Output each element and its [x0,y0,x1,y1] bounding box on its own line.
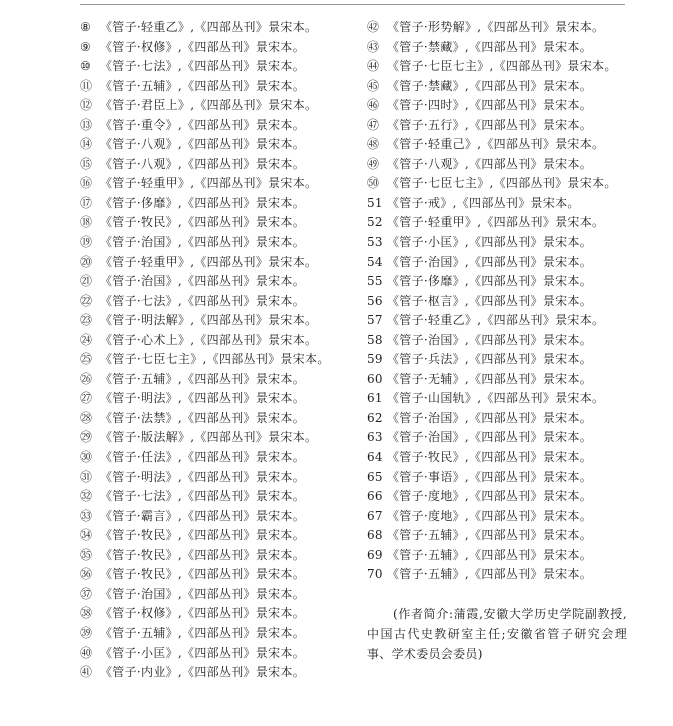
footnote-item [80,194,365,214]
footnote-item [367,194,657,214]
footnote-number: 59 [367,352,383,367]
footnote-item [367,116,657,136]
footnote-text: 《管子·霸言》,《四部丛刊》景宋本。 [100,508,306,523]
footnote-text: 《管子·五行》,《四部丛刊》景宋本。 [387,117,593,132]
footnote-item [80,585,365,605]
footnote-text: 《管子·禁藏》,《四部丛刊》景宋本。 [387,39,593,54]
footnote-number: 60 [367,371,383,386]
footnote-number: ㉖ [80,371,93,386]
footnote-text: 《管子·度地》,《四部丛刊》景宋本。 [387,489,593,504]
footnote-text: 《管子·权修》,《四部丛刊》景宋本。 [100,606,306,621]
footnote-number: ⑰ [80,195,93,210]
footnote-text: 《管子·治国》,《四部丛刊》景宋本。 [387,332,593,347]
footnotes-left-column [80,18,365,683]
footnote-item [80,18,365,38]
footnote-number: ⑱ [80,215,93,230]
footnote-item [367,526,657,546]
footnote-item [80,272,365,292]
footnote-text: 《管子·明法》,《四部丛刊》景宋本。 [100,391,306,406]
footnote-number: ㉑ [80,274,93,289]
footnote-item [367,38,657,58]
footnote-number: ㊾ [367,156,380,171]
footnote-number: 54 [367,254,383,269]
footnote-item [80,213,365,233]
footnote-text: 《管子·七法》,《四部丛刊》景宋本。 [100,293,306,308]
footnote-item [80,77,365,97]
footnote-text: 《管子·小匡》,《四部丛刊》景宋本。 [387,235,593,250]
footnote-number: ㊶ [80,665,93,680]
footnote-text: 《管子·君臣上》,《四部丛刊》景宋本。 [100,98,318,113]
footnote-text: 《管子·七法》,《四部丛刊》景宋本。 [100,489,306,504]
footnote-text: 《管子·兵法》,《四部丛刊》景宋本。 [387,352,593,367]
footnote-item [80,487,365,507]
footnote-number: ㉚ [80,450,93,465]
footnote-number: ㉙ [80,430,93,445]
footnote-text: 《管子·牧民》,《四部丛刊》景宋本。 [100,567,306,582]
footnote-text: 《管子·治国》,《四部丛刊》景宋本。 [100,586,306,601]
footnote-item [367,174,657,194]
footnote-item [367,350,657,370]
footnote-number: ㉜ [80,489,93,504]
footnote-text: 《管子·轻重甲》,《四部丛刊》景宋本。 [100,176,318,191]
footnote-item [367,311,657,331]
footnote-number: 63 [367,430,383,445]
footnote-item [367,428,657,448]
footnote-item [80,624,365,644]
footnote-item [367,448,657,468]
footnote-text: 《管子·侈靡》,《四部丛刊》景宋本。 [387,274,593,289]
footnote-item [80,292,365,312]
footnote-text: 《管子·五辅》,《四部丛刊》景宋本。 [387,567,593,582]
footnote-number: ㊱ [80,567,93,582]
footnote-number: ㊽ [367,137,380,152]
footnote-number: ㊻ [367,98,380,113]
footnote-number: 52 [367,215,383,230]
footnote-item [80,507,365,527]
footnote-text: 《管子·牧民》,《四部丛刊》景宋本。 [100,215,306,230]
footnote-number: ㉞ [80,528,93,543]
footnote-number: ㊼ [367,117,380,132]
footnote-text: 《管子·心术上》,《四部丛刊》景宋本。 [100,332,318,347]
footnote-item [367,233,657,253]
footnote-item [80,389,365,409]
footnote-text: 《管子·七臣七主》,《四部丛刊》景宋本。 [100,352,330,367]
footnote-item [80,565,365,585]
footnote-number: ㊵ [80,645,93,660]
footnote-number: ㉗ [80,391,93,406]
footnote-text: 《管子·枢言》,《四部丛刊》景宋本。 [387,293,593,308]
footnote-number: 56 [367,293,383,308]
footnote-text: 《管子·戒》,《四部丛刊》景宋本。 [387,195,580,210]
footnote-item [367,135,657,155]
footnote-number: ㉕ [80,352,93,367]
footnote-number: 58 [367,332,383,347]
footnote-text: 《管子·明法解》,《四部丛刊》景宋本。 [100,313,318,328]
footnote-number: ⑬ [80,117,93,132]
footnote-text: 《管子·度地》,《四部丛刊》景宋本。 [387,508,593,523]
footnote-text: 《管子·五辅》,《四部丛刊》景宋本。 [387,528,593,543]
footnote-item [80,428,365,448]
footnote-text: 《管子·五辅》,《四部丛刊》景宋本。 [100,78,306,93]
footnote-text: 《管子·法禁》,《四部丛刊》景宋本。 [100,410,306,425]
footnote-number: ㊲ [80,586,93,601]
footnote-number: ⑨ [80,39,92,54]
footnote-text: 《管子·权修》,《四部丛刊》景宋本。 [100,39,306,54]
footnote-item [80,370,365,390]
footnote-text: 《管子·七臣七主》,《四部丛刊》景宋本。 [387,59,617,74]
footnote-text: 《管子·侈靡》,《四部丛刊》景宋本。 [100,195,306,210]
footnote-item [80,604,365,624]
footnote-text: 《管子·治国》,《四部丛刊》景宋本。 [100,274,306,289]
footnote-text: 《管子·五辅》,《四部丛刊》景宋本。 [387,547,593,562]
footnote-item [80,644,365,664]
footnotes-right-column [367,18,657,585]
footnote-item [80,38,365,58]
footnote-item [367,331,657,351]
footnote-number: ㊴ [80,625,93,640]
footnote-text: 《管子·任法》,《四部丛刊》景宋本。 [100,450,306,465]
footnote-number: ㉒ [80,293,93,308]
footnote-number: 70 [367,567,383,582]
footnote-item [367,409,657,429]
footnote-text: 《管子·牧民》,《四部丛刊》景宋本。 [100,547,306,562]
footnote-item [80,663,365,683]
footnote-number: ⑪ [80,78,93,93]
footnote-number: 62 [367,410,383,425]
footnote-number: ㊷ [367,20,380,34]
footnote-item [367,272,657,292]
footnote-number: ㊸ [367,39,380,54]
footnote-item [367,389,657,409]
footnote-number: ⑩ [80,59,92,74]
footnote-item [367,487,657,507]
footnote-text: 《管子·牧民》,《四部丛刊》景宋本。 [387,450,593,465]
footnote-item [367,468,657,488]
footnote-text: 《管子·形势解》,《四部丛刊》景宋本。 [387,20,605,34]
footnote-item [80,448,365,468]
footnote-text: 《管子·小匡》,《四部丛刊》景宋本。 [100,645,306,660]
footnote-item [367,253,657,273]
footnote-item [80,546,365,566]
footnote-item [367,155,657,175]
footnote-number: ㊳ [80,606,93,621]
footnote-text: 《管子·治国》,《四部丛刊》景宋本。 [387,254,593,269]
footnote-text: 《管子·无辅》,《四部丛刊》景宋本。 [387,371,593,386]
footnote-item [367,292,657,312]
footnote-text: 《管子·四时》,《四部丛刊》景宋本。 [387,98,593,113]
footnote-item [80,135,365,155]
footnote-text: 《管子·治国》,《四部丛刊》景宋本。 [387,430,593,445]
footnote-item [367,57,657,77]
footnote-item [80,526,365,546]
footnote-number: 57 [367,313,383,328]
footnote-item [80,468,365,488]
footnote-number: ㉘ [80,410,93,425]
footnote-item [367,546,657,566]
footnote-text: 《管子·重令》,《四部丛刊》景宋本。 [100,117,306,132]
footnote-number: 69 [367,547,383,562]
footnote-text: 《管子·轻重己》,《四部丛刊》景宋本。 [387,137,605,152]
footnote-number: ㉟ [80,547,93,562]
footnote-text: 《管子·版法解》,《四部丛刊》景宋本。 [100,430,318,445]
footnote-number: ⑫ [80,98,93,113]
footnote-item [80,409,365,429]
footnote-item [367,565,657,585]
footnote-item [367,507,657,527]
footnote-number: ⑭ [80,137,93,152]
footnote-number: ㉝ [80,508,93,523]
footnote-number: ㊺ [367,78,380,93]
footnote-text: 《管子·轻重甲》,《四部丛刊》景宋本。 [100,254,318,269]
footnote-text: 《管子·轻重甲》,《四部丛刊》景宋本。 [387,215,605,230]
footnote-item [80,174,365,194]
footnote-text: 《管子·内业》,《四部丛刊》景宋本。 [100,665,306,680]
footnote-item [80,253,365,273]
footnote-item [367,77,657,97]
footnote-item [80,116,365,136]
footnote-number: ⑯ [80,176,93,191]
footnote-text: 《管子·治国》,《四部丛刊》景宋本。 [387,410,593,425]
footnote-number: 66 [367,489,383,504]
footnote-number: 68 [367,528,383,543]
footnote-text: 《管子·八观》,《四部丛刊》景宋本。 [387,156,593,171]
top-rule [80,4,625,5]
footnote-text: 《管子·八观》,《四部丛刊》景宋本。 [100,156,306,171]
footnote-text: 《管子·七法》,《四部丛刊》景宋本。 [100,59,306,74]
footnote-number: ㉔ [80,332,93,347]
footnote-number: 61 [367,391,383,406]
footnote-number: ⑳ [80,254,93,269]
footnote-number: 64 [367,450,383,465]
footnote-item [80,233,365,253]
footnote-item [367,370,657,390]
footnote-item [80,96,365,116]
footnote-item [80,155,365,175]
footnote-text: 《管子·牧民》,《四部丛刊》景宋本。 [100,528,306,543]
footnote-item [367,18,657,38]
footnote-number: ⑮ [80,156,93,171]
footnote-item [80,57,365,77]
footnote-item [367,213,657,233]
footnote-text: 《管子·山国轨》,《四部丛刊》景宋本。 [387,391,605,406]
footnote-text: 《管子·五辅》,《四部丛刊》景宋本。 [100,625,306,640]
footnote-number: ㊹ [367,59,380,74]
footnote-item [80,311,365,331]
footnote-number: ⑧ [80,20,92,34]
footnote-text: 《管子·轻重乙》,《四部丛刊》景宋本。 [100,20,318,34]
footnote-text: 《管子·八观》,《四部丛刊》景宋本。 [100,137,306,152]
footnote-number: 51 [367,195,383,210]
author-bio: (作者简介:蒲霞,安徽大学历史学院副教授,中国古代史教研室主任;安徽省管子研究会理事、学术委员会委员) [367,607,627,661]
footnote-item [80,350,365,370]
footnote-text: 《管子·七臣七主》,《四部丛刊》景宋本。 [387,176,617,191]
footnote-text: 《管子·事语》,《四部丛刊》景宋本。 [387,469,593,484]
footnote-number: ㉛ [80,469,93,484]
footnote-text: 《管子·治国》,《四部丛刊》景宋本。 [100,235,306,250]
footnote-text: 《管子·轻重乙》,《四部丛刊》景宋本。 [387,313,605,328]
footnote-text: 《管子·明法》,《四部丛刊》景宋本。 [100,469,306,484]
footnote-number: 55 [367,274,383,289]
footnote-item [80,331,365,351]
footnote-number: 67 [367,508,383,523]
footnote-number: 65 [367,469,383,484]
footnote-item [367,96,657,116]
footnote-text: 《管子·禁藏》,《四部丛刊》景宋本。 [387,78,593,93]
footnote-number: ⑲ [80,235,93,250]
footnote-number: ㊿ [367,176,380,191]
footnote-number: ㉓ [80,313,93,328]
footnote-number: 53 [367,235,383,250]
footnote-text: 《管子·五辅》,《四部丛刊》景宋本。 [100,371,306,386]
